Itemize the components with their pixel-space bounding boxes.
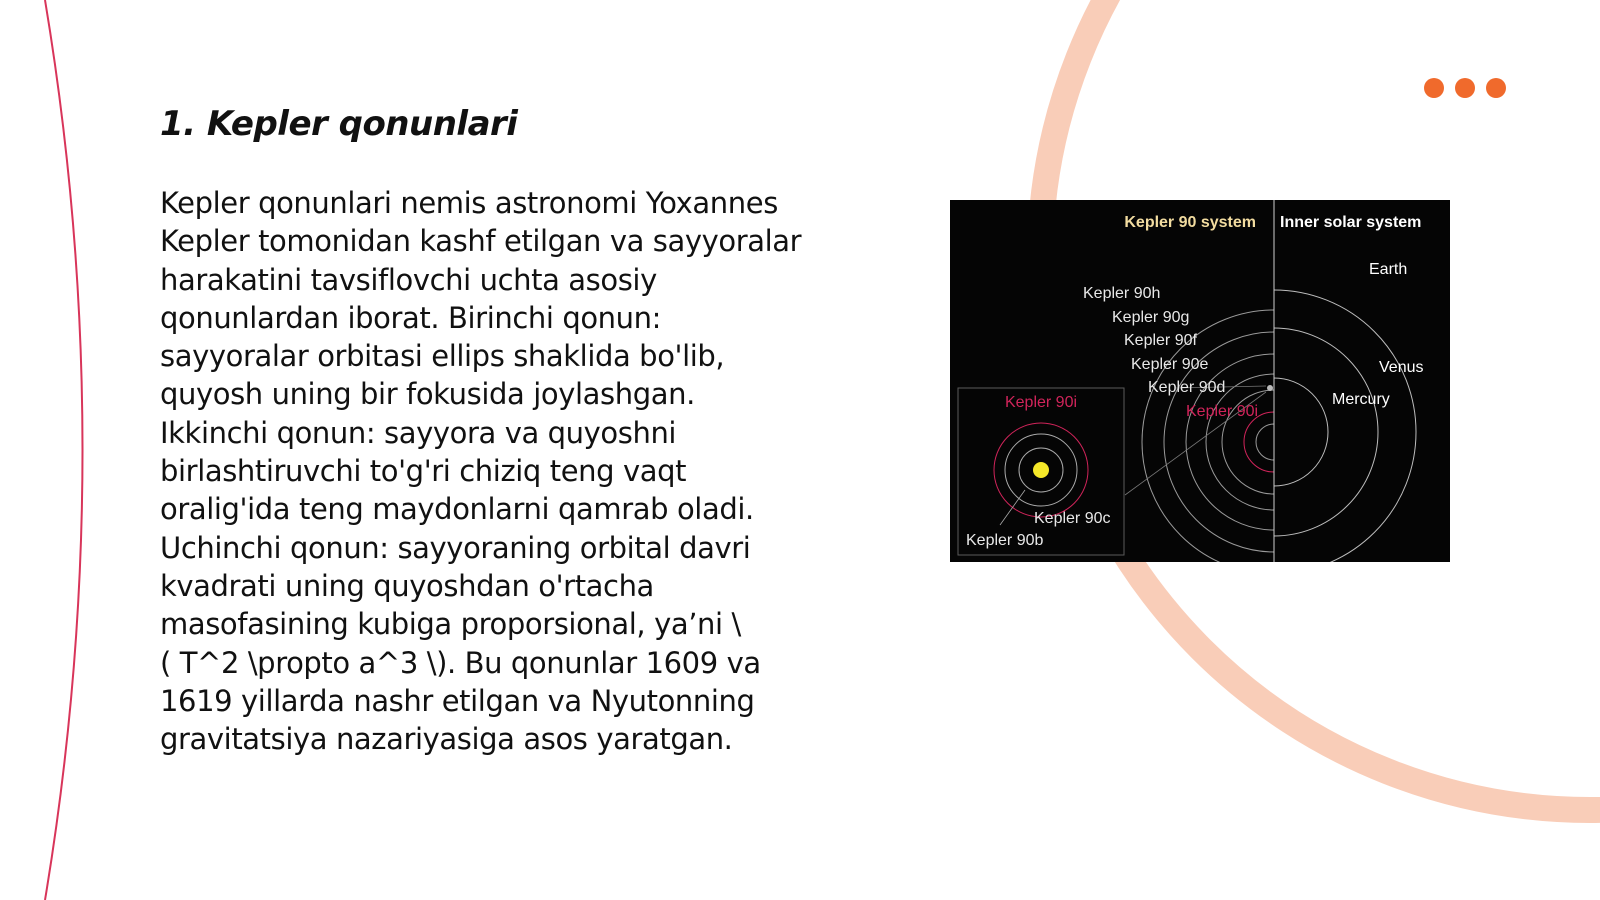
- planet-label-90e: Kepler 90e: [1131, 356, 1209, 373]
- body-line: masofasining kubiga proporsional, ya’ni \: [160, 607, 741, 642]
- solar-system-header: Inner solar system: [1280, 214, 1422, 231]
- body-line: harakatini tavsiflovchi uchta asosiy: [160, 262, 657, 297]
- inset-title: Kepler 90i: [1004, 394, 1078, 411]
- body-line: Uchinchi qonun: sayyoraning orbital davri: [160, 530, 751, 565]
- accent-dot: [1486, 78, 1506, 98]
- slide-title: 1. Kepler qonunlari: [160, 104, 518, 144]
- planet-label-mercury: Mercury: [1332, 391, 1390, 408]
- left-edge-curve: [45, 0, 83, 900]
- body-line: 1619 yillarda nashr etilgan va Nyutonning: [160, 683, 755, 718]
- planet-label-earth: Earth: [1369, 261, 1408, 278]
- body-line: Kepler qonunlari nemis astronomi Yoxannes: [160, 186, 778, 220]
- planet-label-90i: Kepler 90i: [1186, 403, 1259, 420]
- planet-label-90g: Kepler 90g: [1112, 309, 1190, 326]
- body-line: Kepler tomonidan kashf etilgan va sayyoralar: [160, 224, 802, 259]
- planet-label-90f: Kepler 90f: [1124, 332, 1197, 349]
- orbit-diagram: [950, 200, 1450, 562]
- kepler-90-star: [1267, 385, 1273, 391]
- planet-label-venus: Venus: [1379, 359, 1424, 376]
- accent-dot: [1455, 78, 1475, 98]
- kepler-90-figure: [950, 200, 1450, 562]
- kepler-90i-inset: [958, 388, 1124, 555]
- body-line: gravitatsiya nazariyasiga asos yaratgan.: [160, 722, 733, 757]
- body-line: birlashtiruvchi to'g'ri chiziq teng vaqt: [160, 454, 687, 489]
- body-line: sayyoralar orbitasi ellips shaklida bo'lib,: [160, 339, 725, 374]
- planet-label-90h: Kepler 90h: [1083, 285, 1161, 302]
- body-line: quyosh uning bir fokusida joylashgan.: [160, 377, 695, 412]
- planet-label-90d: Kepler 90d: [1148, 379, 1226, 396]
- more-dots-icon: [1424, 78, 1506, 98]
- body-line: oralig'ida teng maydonlarni qamrab oladi.: [160, 492, 754, 527]
- body-line: kvadrati uning quyoshdan o'rtacha: [160, 568, 654, 603]
- body-line: ( T^2 \propto a^3 \). Bu qonunlar 1609 va: [160, 645, 761, 680]
- inset-label-90c: Kepler 90c: [1034, 510, 1111, 527]
- accent-dot: [1424, 78, 1444, 98]
- body-line: qonunlardan iborat. Birinchi qonun:: [160, 300, 661, 335]
- inset-label-90b: Kepler 90b: [966, 532, 1044, 549]
- kepler-system-header: Kepler 90 system: [1124, 214, 1256, 231]
- slide-body-text: [160, 184, 860, 758]
- inset-star: [1033, 462, 1049, 478]
- body-line: Ikkinchi qonun: sayyora va quyoshni: [160, 415, 677, 450]
